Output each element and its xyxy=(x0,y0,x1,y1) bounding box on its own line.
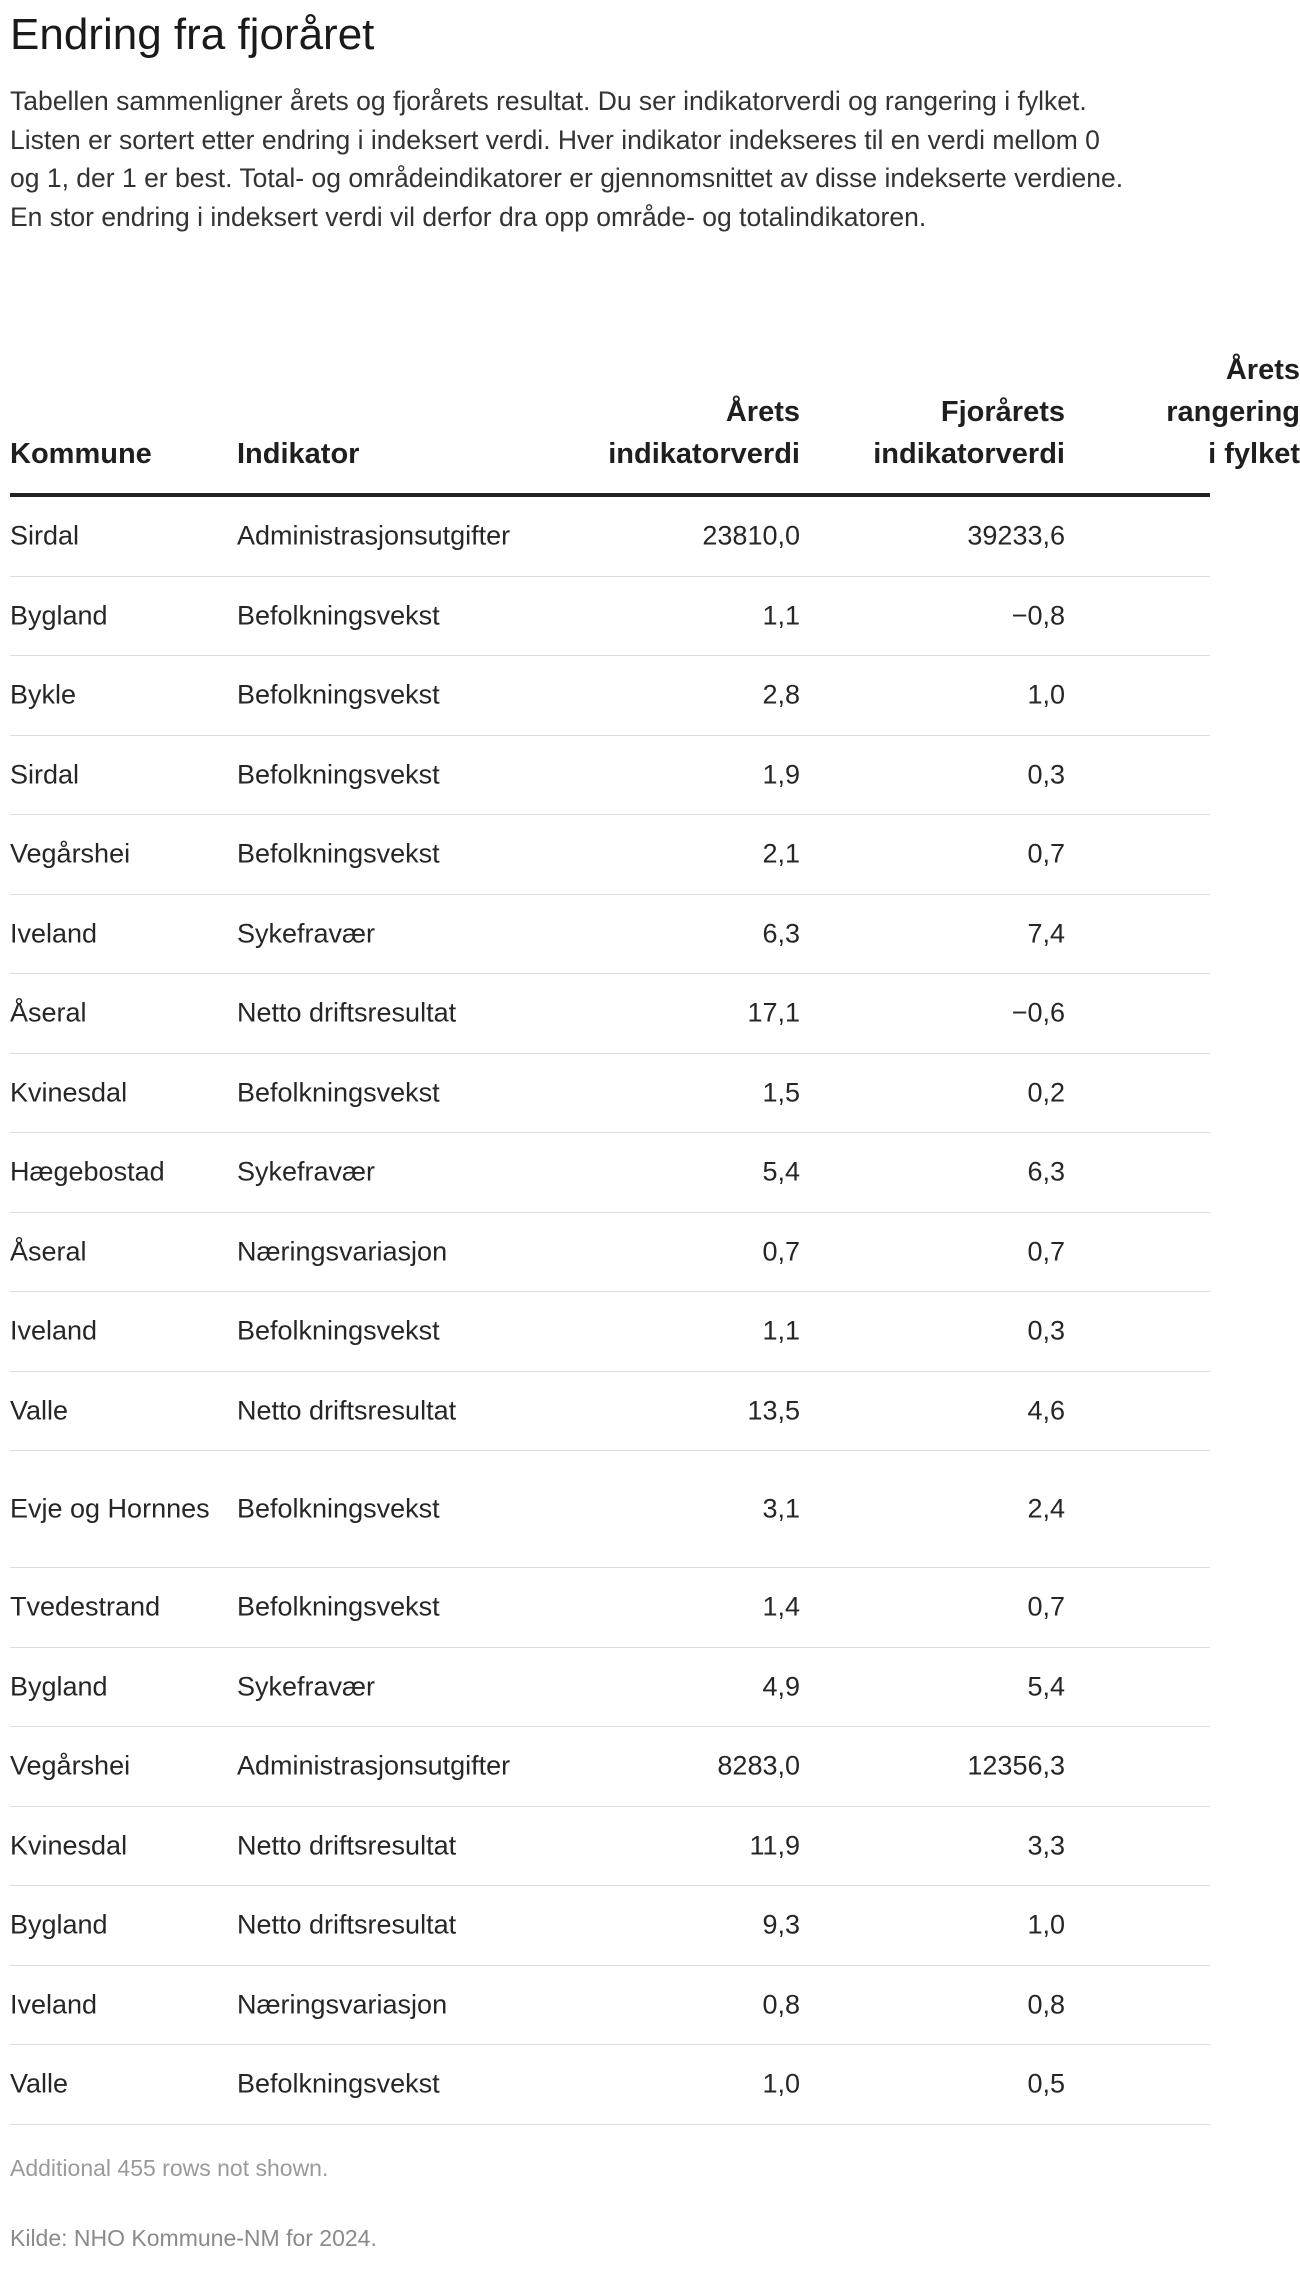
cell-arets-verdi: 1,0 xyxy=(762,2068,800,2099)
cell-fjorarets-verdi: 3,3 xyxy=(1027,1830,1065,1861)
cell-kommune: Sirdal xyxy=(10,520,80,551)
cell-kommune: Iveland xyxy=(10,918,98,949)
description-line: og 1, der 1 er best. Total- og områdeindikatorer er gjennomsnittet av disse indekserte verdiene. xyxy=(10,163,1124,193)
cell-fjorarets-verdi: 1,0 xyxy=(1027,1909,1065,1940)
cell-indikator: Sykefravær xyxy=(237,1156,376,1187)
cell-kommune: Valle xyxy=(10,1395,69,1426)
cell-fjorarets-verdi: 0,7 xyxy=(1027,1236,1065,1267)
cell-indikator: Befolkningsvekst xyxy=(237,679,440,710)
table-row xyxy=(10,1213,1210,1293)
cell-indikator: Netto driftsresultat xyxy=(237,997,457,1028)
cell-kommune: Kvinesdal xyxy=(10,1830,128,1861)
table-body xyxy=(10,497,1210,2125)
cell-kommune: Bygland xyxy=(10,1909,108,1940)
cell-indikator: Befolkningsvekst xyxy=(237,1493,440,1524)
cell-arets-verdi: 0,8 xyxy=(762,1989,800,2020)
table-row xyxy=(10,497,1210,577)
cell-indikator: Sykefravær xyxy=(237,918,376,949)
table-row xyxy=(10,974,1210,1054)
cell-kommune: Vegårshei xyxy=(10,838,131,869)
cell-arets-verdi: 1,1 xyxy=(762,1315,800,1346)
cell-fjorarets-verdi: 2,4 xyxy=(1027,1493,1065,1524)
cell-arets-verdi: 23810,0 xyxy=(702,520,800,551)
table-row xyxy=(10,1133,1210,1213)
cell-arets-verdi: 9,3 xyxy=(762,1909,800,1940)
cell-fjorarets-verdi: 5,4 xyxy=(1027,1671,1065,1702)
table-row xyxy=(10,1886,1210,1966)
page-title: Endring fra fjoråret xyxy=(10,10,375,59)
table-row xyxy=(10,736,1210,816)
header-arets-indikatorverdi[interactable] xyxy=(608,391,800,475)
cell-kommune: Bykle xyxy=(10,679,77,710)
cell-kommune: Tvedestrand xyxy=(10,1591,161,1622)
table-row xyxy=(10,815,1210,895)
cell-kommune: Valle xyxy=(10,2068,69,2099)
cell-kommune: Bygland xyxy=(10,600,108,631)
cell-fjorarets-verdi: 0,7 xyxy=(1027,838,1065,869)
table-row xyxy=(10,1727,1210,1807)
header-indikator[interactable]: Indikator xyxy=(237,438,360,470)
cell-indikator: Netto driftsresultat xyxy=(237,1909,457,1940)
table-row xyxy=(10,2045,1210,2125)
cell-arets-verdi: 2,8 xyxy=(762,679,800,710)
table-row xyxy=(10,1451,1210,1568)
more-rows-note: Additional 455 rows not shown. xyxy=(10,2155,329,2181)
table-row xyxy=(10,1292,1210,1372)
cell-arets-verdi: 1,9 xyxy=(762,759,800,790)
cell-kommune: Hægebostad xyxy=(10,1156,165,1187)
header-label: Årets xyxy=(725,396,800,428)
cell-indikator: Administrasjonsutgifter xyxy=(237,1750,511,1781)
cell-arets-verdi: 6,3 xyxy=(762,918,800,949)
cell-indikator: Befolkningsvekst xyxy=(237,1077,440,1108)
cell-fjorarets-verdi: 1,0 xyxy=(1027,679,1065,710)
header-arets-rangering[interactable] xyxy=(1120,349,1300,475)
cell-fjorarets-verdi: 4,6 xyxy=(1027,1395,1065,1426)
cell-indikator: Befolkningsvekst xyxy=(237,1591,440,1622)
cell-fjorarets-verdi: 6,3 xyxy=(1027,1156,1065,1187)
cell-indikator: Befolkningsvekst xyxy=(237,838,440,869)
cell-fjorarets-verdi: 0,2 xyxy=(1027,1077,1065,1108)
table-header xyxy=(10,330,1300,497)
source-note: Kilde: NHO Kommune-NM for 2024. xyxy=(10,2225,377,2251)
cell-indikator: Administrasjonsutgifter xyxy=(237,520,511,551)
change-table xyxy=(10,330,1300,2125)
table-row xyxy=(10,1054,1210,1134)
cell-indikator: Næringsvariasjon xyxy=(237,1236,448,1267)
header-kommune[interactable]: Kommune xyxy=(10,438,152,470)
cell-indikator: Befolkningsvekst xyxy=(237,759,440,790)
cell-arets-verdi: 1,5 xyxy=(762,1077,800,1108)
description xyxy=(10,82,1210,236)
cell-indikator: Netto driftsresultat xyxy=(237,1395,457,1426)
header-label: i fylket xyxy=(1208,438,1300,470)
cell-fjorarets-verdi: 0,5 xyxy=(1027,2068,1065,2099)
table-row xyxy=(10,1966,1210,2046)
cell-kommune: Iveland xyxy=(10,1315,98,1346)
table-row xyxy=(10,1568,1210,1648)
cell-kommune: Vegårshei xyxy=(10,1750,131,1781)
cell-indikator: Sykefravær xyxy=(237,1671,376,1702)
cell-kommune: Kvinesdal xyxy=(10,1077,128,1108)
cell-arets-verdi: 2,1 xyxy=(762,838,800,869)
cell-kommune: Evje og Hornnes xyxy=(10,1493,210,1524)
cell-fjorarets-verdi: 0,3 xyxy=(1027,759,1065,790)
cell-fjorarets-verdi: 12356,3 xyxy=(967,1750,1065,1781)
cell-kommune: Iveland xyxy=(10,1989,98,2020)
cell-arets-verdi: 0,7 xyxy=(762,1236,800,1267)
cell-kommune: Sirdal xyxy=(10,759,80,790)
cell-indikator: Befolkningsvekst xyxy=(237,2068,440,2099)
cell-kommune: Bygland xyxy=(10,1671,108,1702)
cell-arets-verdi: 1,1 xyxy=(762,600,800,631)
cell-kommune: Åseral xyxy=(10,1236,87,1267)
header-fjorarets-indikatorverdi[interactable] xyxy=(873,391,1065,475)
header-label: indikatorverdi xyxy=(873,438,1065,470)
header-label: rangering xyxy=(1166,396,1300,428)
table-row xyxy=(10,1372,1210,1452)
cell-arets-verdi: 17,1 xyxy=(747,997,800,1028)
cell-kommune: Åseral xyxy=(10,997,87,1028)
cell-fjorarets-verdi: 0,3 xyxy=(1027,1315,1065,1346)
table-row xyxy=(10,577,1210,657)
header-label: indikatorverdi xyxy=(608,438,800,470)
description-line: Listen er sortert etter endring i indeksert verdi. Hver indikator indekseres til en verdi mellom 0 xyxy=(10,124,1100,155)
cell-fjorarets-verdi: −0,6 xyxy=(1011,997,1065,1028)
cell-arets-verdi: 1,4 xyxy=(762,1591,800,1622)
cell-arets-verdi: 11,9 xyxy=(749,1830,800,1861)
cell-arets-verdi: 4,9 xyxy=(762,1671,800,1702)
table-row xyxy=(10,656,1210,736)
cell-arets-verdi: 3,1 xyxy=(762,1493,800,1524)
cell-arets-verdi: 5,4 xyxy=(762,1156,800,1187)
table-row xyxy=(10,1807,1210,1887)
header-label: Fjorårets xyxy=(940,396,1065,428)
cell-arets-verdi: 8283,0 xyxy=(717,1750,800,1781)
table-row xyxy=(10,1648,1210,1728)
cell-indikator: Befolkningsvekst xyxy=(237,1315,440,1346)
cell-fjorarets-verdi: 0,8 xyxy=(1027,1989,1065,2020)
cell-indikator: Befolkningsvekst xyxy=(237,600,440,631)
cell-indikator: Netto driftsresultat xyxy=(237,1830,457,1861)
cell-arets-verdi: 13,5 xyxy=(747,1395,800,1426)
description-line: En stor endring i indeksert verdi vil derfor dra opp område- og totalindikatoren. xyxy=(10,201,927,232)
table-row xyxy=(10,895,1210,975)
header-label: Årets xyxy=(1225,354,1300,386)
cell-indikator: Næringsvariasjon xyxy=(237,1989,448,2020)
cell-fjorarets-verdi: 0,7 xyxy=(1027,1591,1065,1622)
description-line: Tabellen sammenligner årets og fjorårets resultat. Du ser indikatorverdi og rangering i fylket. xyxy=(10,86,1087,116)
cell-fjorarets-verdi: −0,8 xyxy=(1011,600,1065,631)
cell-fjorarets-verdi: 39233,6 xyxy=(967,520,1065,551)
cell-fjorarets-verdi: 7,4 xyxy=(1027,918,1065,949)
